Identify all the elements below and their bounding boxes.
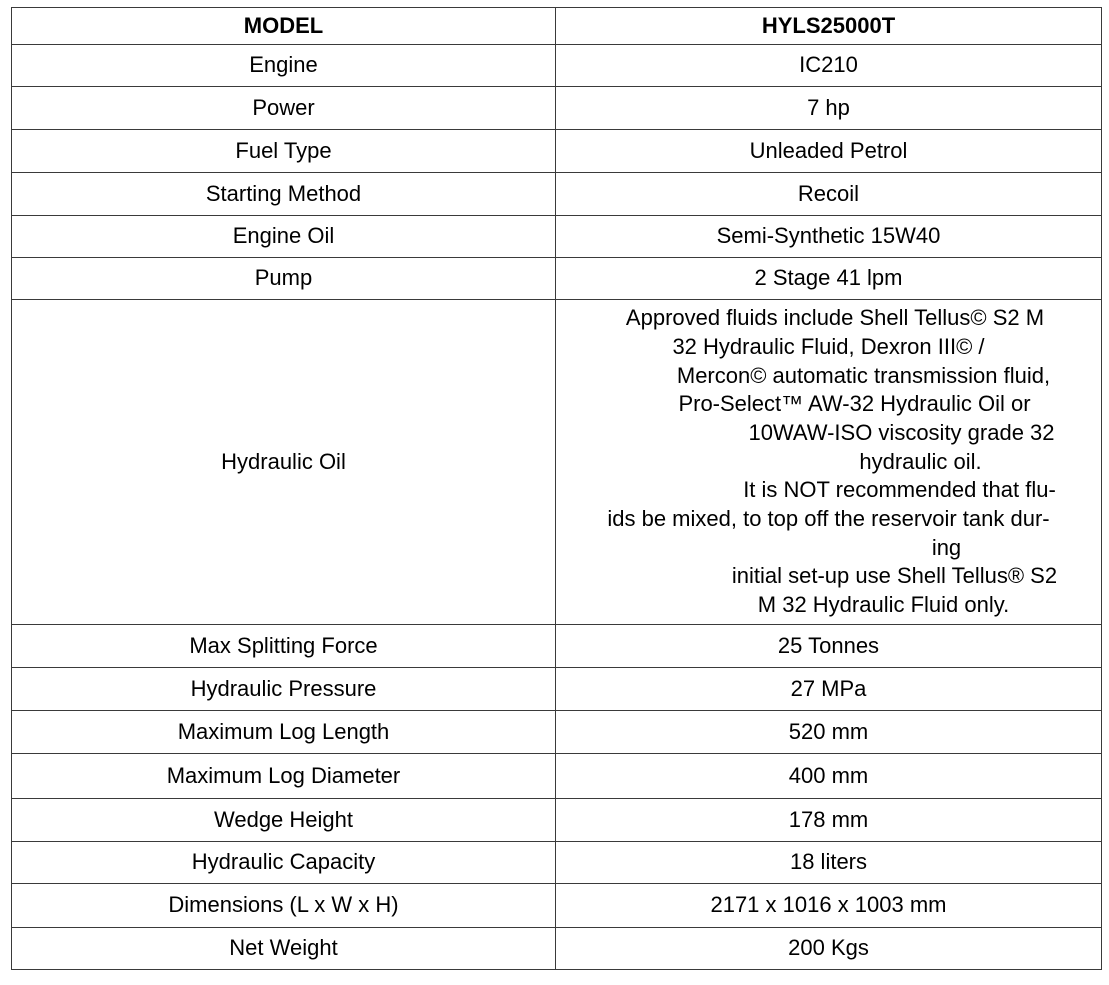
row-value: 200 Kgs <box>556 928 1102 970</box>
row-value: Unleaded Petrol <box>556 130 1102 173</box>
row-value: 520 mm <box>556 711 1102 754</box>
table-row <box>12 216 1102 258</box>
table-row <box>12 711 1102 754</box>
spec-table <box>11 7 1102 970</box>
row-value: 2171 x 1016 x 1003 mm <box>556 884 1102 928</box>
table-row <box>12 130 1102 173</box>
row-value: 27 MPa <box>556 668 1102 711</box>
row-label: Wedge Height <box>12 799 556 842</box>
description-line: ing <box>931 534 962 560</box>
row-value: 18 liters <box>556 842 1102 884</box>
row-value: 2 Stage 41 lpm <box>556 258 1102 300</box>
row-label: Net Weight <box>12 928 556 970</box>
table-row <box>12 842 1102 884</box>
table-row <box>12 258 1102 300</box>
table-row <box>12 754 1102 799</box>
row-value: 25 Tonnes <box>556 625 1102 668</box>
description-line: It is NOT recommended that flu- <box>743 477 1056 503</box>
header-row <box>12 8 1102 45</box>
row-label: Hydraulic Oil <box>12 300 556 625</box>
row-value: Recoil <box>556 173 1102 216</box>
table-row <box>12 928 1102 970</box>
description-line: Approved fluids include Shell Tellus© S2 M <box>625 305 1045 331</box>
header-label-cell: MODEL <box>12 8 556 45</box>
table-row <box>12 625 1102 668</box>
row-label: Maximum Log Length <box>12 711 556 754</box>
row-value: 7 hp <box>556 87 1102 130</box>
row-label: Pump <box>12 258 556 300</box>
row-label: Engine Oil <box>12 216 556 258</box>
row-value: 178 mm <box>556 799 1102 842</box>
row-label: Starting Method <box>12 173 556 216</box>
description-line: Pro-Select™ AW-32 Hydraulic Oil or <box>678 391 1031 417</box>
description-line: initial set-up use Shell Tellus® S2 <box>731 563 1058 589</box>
row-label: Hydraulic Pressure <box>12 668 556 711</box>
row-value: Semi-Synthetic 15W40 <box>556 216 1102 258</box>
table-row <box>12 668 1102 711</box>
table-row <box>12 45 1102 87</box>
row-label: Hydraulic Capacity <box>12 842 556 884</box>
row-label: Max Splitting Force <box>12 625 556 668</box>
description-line: M 32 Hydraulic Fluid only. <box>757 592 1010 618</box>
row-value: 400 mm <box>556 754 1102 799</box>
description-line: 10WAW-ISO viscosity grade 32 <box>748 419 1055 445</box>
description-line: 32 Hydraulic Fluid, Dexron III© / <box>672 333 985 359</box>
row-value: IC210 <box>556 45 1102 87</box>
row-label: Power <box>12 87 556 130</box>
table-row <box>12 173 1102 216</box>
description-line: ids be mixed, to top off the reservoir tank dur- <box>607 506 1050 532</box>
description-line: Mercon© automatic transmission fluid, <box>676 362 1051 388</box>
table-row <box>12 87 1102 130</box>
row-label: Engine <box>12 45 556 87</box>
table-row <box>12 884 1102 928</box>
description-line: hydraulic oil. <box>859 448 982 474</box>
hydraulic-oil-description <box>556 300 1102 625</box>
row-label: Maximum Log Diameter <box>12 754 556 799</box>
row-label: Dimensions (L x W x H) <box>12 884 556 928</box>
table-row <box>12 300 1102 625</box>
table-row <box>12 799 1102 842</box>
row-label: Fuel Type <box>12 130 556 173</box>
header-value-cell: HYLS25000T <box>556 8 1102 45</box>
